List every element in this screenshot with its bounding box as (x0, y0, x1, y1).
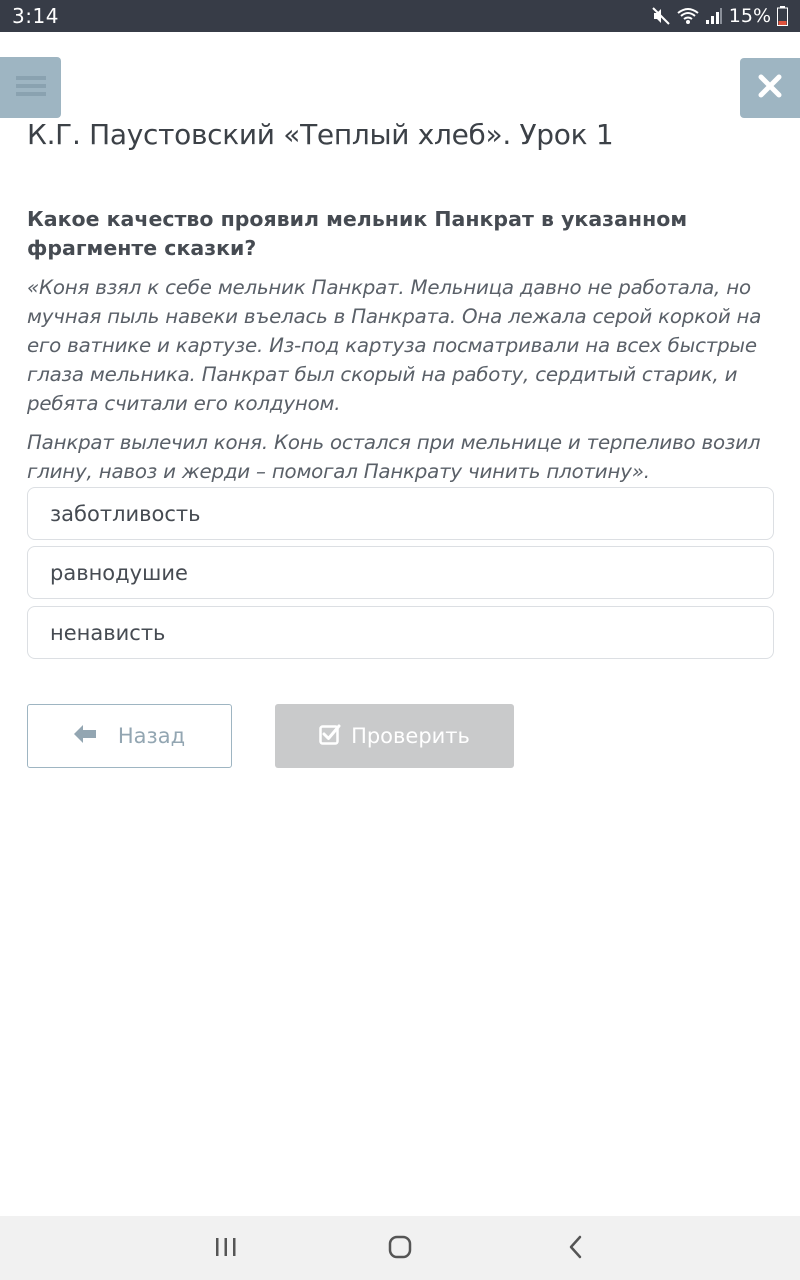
status-icons (651, 5, 788, 27)
answer-option-label: заботливость (50, 501, 201, 526)
check-button-label: Проверить (351, 724, 470, 748)
checkbox-checked-icon (319, 723, 341, 750)
answer-option-2[interactable] (27, 546, 774, 599)
mute-icon (651, 6, 671, 26)
hamburger-icon (16, 74, 46, 102)
answer-option-1[interactable] (27, 487, 774, 540)
chevron-left-icon (568, 1235, 584, 1263)
home-icon (388, 1235, 412, 1263)
status-bar (0, 0, 800, 32)
quote-paragraph-2: Панкрат вылечил коня. Конь остался при мельнице и терпеливо возил глину, навоз и жерди – помогал Панкрату чинить плотину». (27, 431, 761, 483)
back-button-label: Назад (117, 724, 186, 748)
question-quote (27, 273, 773, 486)
quote-paragraph-1: «Коня взял к себе мельник Панкрат. Мельница давно не работала, но мучная пыль навеки въелась в Панкрата. Она лежала серой коркой на его ватнике и картузе. Из-под картуза посматривали на всех быстрые глаза мельника. Панкрат был скорый на работу, сердитый старик, и ребята считали его колдуном. (27, 276, 762, 415)
recent-apps-icon (215, 1237, 237, 1261)
signal-icon (705, 7, 723, 25)
arrow-left-icon (74, 724, 96, 748)
back-button[interactable] (27, 704, 232, 768)
question-text: Какое качество проявил мельник Панкрат в указанном фрагменте сказки? (27, 207, 688, 260)
system-nav-bar (0, 1216, 800, 1280)
check-button[interactable] (275, 704, 514, 768)
home-button[interactable] (385, 1234, 415, 1264)
page-title: К.Г. Паустовский «Теплый хлеб». Урок 1 (27, 118, 614, 151)
answer-option-3[interactable] (27, 606, 774, 659)
answer-option-label: равнодушие (50, 560, 188, 585)
battery-icon (777, 6, 788, 26)
status-time: 3:14 (12, 4, 59, 28)
close-icon (758, 74, 782, 102)
menu-button[interactable] (0, 57, 61, 118)
close-button[interactable] (740, 58, 800, 118)
recent-apps-button[interactable] (211, 1234, 241, 1264)
wifi-icon (677, 6, 699, 26)
answer-option-label: ненависть (50, 620, 166, 645)
system-back-button[interactable] (561, 1234, 591, 1264)
battery-percent: 15% (728, 5, 771, 27)
